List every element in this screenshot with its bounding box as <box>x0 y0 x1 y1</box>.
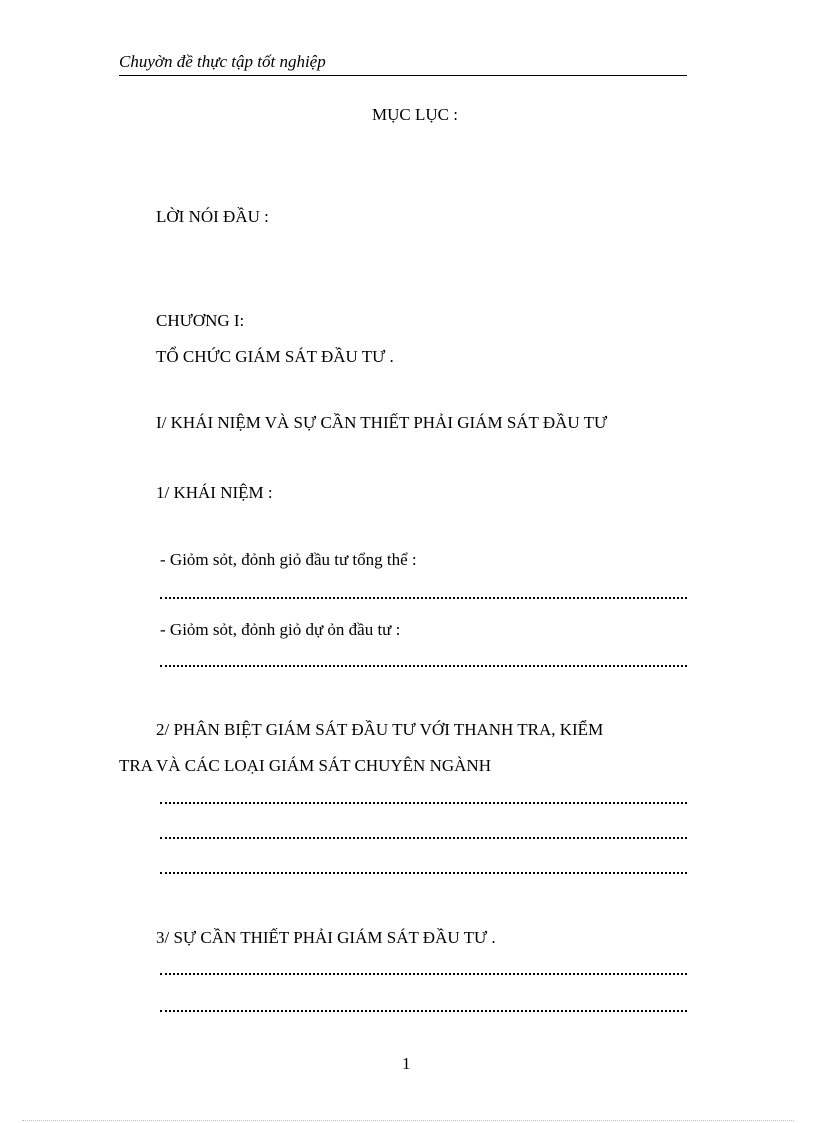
leader-dots <box>160 665 687 667</box>
leader-dots <box>160 1010 687 1012</box>
running-header: Chuyờn đề thực tập tốt nghiệp <box>119 52 326 71</box>
leader-dots <box>160 837 687 839</box>
leader-dots <box>160 802 687 804</box>
section-heading-1: I/ KHÁI NIỆM VÀ SỰ CẦN THIẾT PHẢI GIÁM SÁT ĐẦU TƯ <box>156 413 608 432</box>
chapter-label: CHƯƠNG I: <box>156 311 245 330</box>
leader-dots <box>160 973 687 975</box>
toc-title: MỤC LỤC : <box>372 105 458 124</box>
subsection-heading-1: 1/ KHÁI NIỆM : <box>156 483 273 502</box>
page-number: 1 <box>402 1054 411 1073</box>
leader-dots <box>160 597 687 599</box>
preface-heading: LỜI NÓI ĐẦU : <box>156 207 269 226</box>
toc-item-1: - Giỏm sỏt, đỏnh giỏ đầu tư tổng thể : <box>160 550 417 569</box>
header-rule <box>119 75 687 76</box>
leader-dots <box>160 872 687 874</box>
subsection-heading-2-line1: 2/ PHÂN BIỆT GIÁM SÁT ĐẦU TƯ VỚI THANH TRA, KIỂM <box>156 720 604 739</box>
chapter-title: TỔ CHỨC GIÁM SÁT ĐẦU TƯ . <box>156 347 394 366</box>
subsection-heading-3: 3/ SỰ CẦN THIẾT PHẢI GIÁM SÁT ĐẦU TƯ . <box>156 928 496 947</box>
toc-item-2: - Giỏm sỏt, đỏnh giỏ dự ỏn đầu tư : <box>160 620 401 639</box>
page-bottom-border <box>22 1120 794 1121</box>
subsection-heading-2-line2: TRA VÀ CÁC LOẠI GIÁM SÁT CHUYÊN NGÀNH <box>119 756 491 775</box>
